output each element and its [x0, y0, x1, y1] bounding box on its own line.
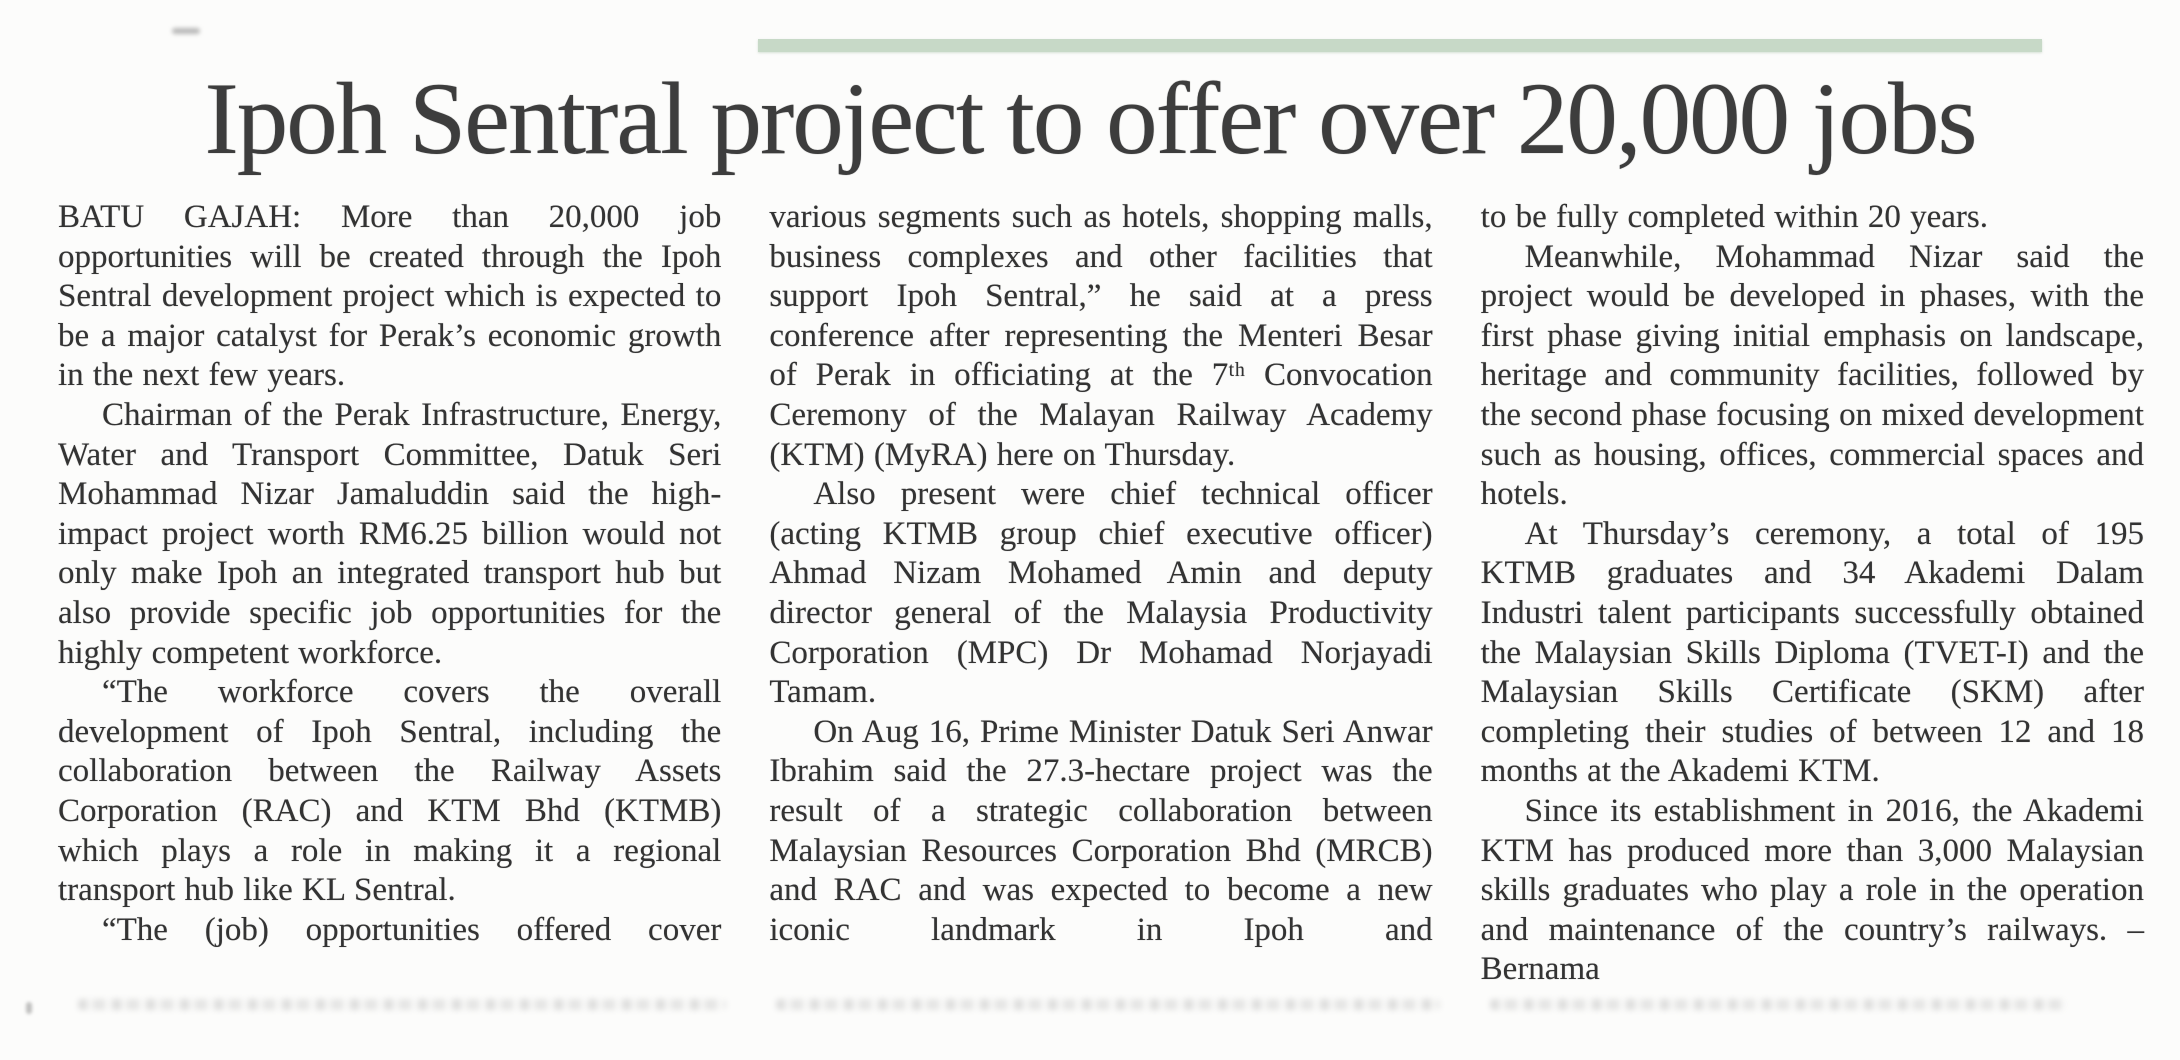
article-paragraph: Also present were chief technical officer (acting KTMB group chief executive officer) Ahmad Nizam Mohamed Amin and deputy director general of the Malaysia Productivity Corporation (MPC) Dr Mohamad Norjayadi Tamam.: [769, 476, 1433, 711]
article-paragraph: Since its establishment in 2016, the Akademi KTM has produced more than 3,000 Malaysian skills graduates who play a role in the operation and maintenance of the country’s railways. –Bernama: [1480, 792, 2144, 988]
accent-bar: [758, 39, 2042, 52]
scan-artifact: [26, 1002, 32, 1014]
article-paragraph: BATU GAJAH: More than 20,000 job opportunities will be created through the Ipoh Sentral development project which is expected to be a major catalyst for Perak’s economic growth in the next few years.: [58, 199, 722, 394]
article-body: [58, 198, 2144, 990]
article-column-1: [58, 198, 721, 990]
article-paragraph: to be fully completed within 20 years.: [1480, 199, 1988, 235]
article-column-2: [769, 198, 1432, 990]
article-paragraph: Meanwhile, Mohammad Nizar said the project would be developed in phases, with the first phase giving initial emphasis on landscape, heritage and community facilities, followed by the second phase focusing on mixed development such as housing, offices, commercial spaces and hotels.: [1480, 238, 2144, 513]
scan-artifact: [172, 28, 200, 34]
article-paragraph: Chairman of the Perak Infrastructure, Energy, Water and Transport Committee, Datuk Seri Mohammad Nizar Jamaluddin said the high-impact project worth RM6.25 billion would not only make Ipoh an integrated transport hub but also provide specific job opportunities for the highly competent workforce.: [58, 396, 722, 671]
article-paragraph: At Thursday’s ceremony, a total of 195 KTMB graduates and 34 Akademi Dalam Industri talent participants successfully obtained the Malaysian Skills Diploma (TVET-I) and the Malaysian Skills Certificate (SKM) after completing their studies of between 12 and 18 months at the Akademi KTM.: [1480, 515, 2144, 790]
article-headline: Ipoh Sentral project to offer over 20,000 jobs: [204, 62, 1976, 176]
article-paragraph: On Aug 16, Prime Minister Datuk Seri Anwar Ibrahim said the 27.3-hectare project was the result of a strategic collaboration between Malaysian Resources Corporation Bhd (MRCB) and RAC and was expected to become a new iconic landmark in Ipoh and: [769, 713, 1433, 948]
article-column-3: [1481, 198, 2144, 990]
scan-artifact: [78, 999, 726, 1010]
article-paragraph: various segments such as hotels, shopping malls, business complexes and other facilities that support Ipoh Sentral,” he said at a press conference after representing the Menteri Besar of Perak in officiating at the 7ᵗʰ Convocation Ceremony of the Malayan Railway Academy (KTM) (MyRA) here on Thursday.: [769, 199, 1433, 473]
article-paragraph: “The (job) opportunities offered cover: [102, 911, 722, 948]
article-paragraph: “The workforce covers the overall development of Ipoh Sentral, including the collaboration between the Railway Assets Corporation (RAC) and KTM Bhd (KTMB) which plays a role in making it a regional transport hub like KL Sentral.: [58, 674, 722, 909]
scan-artifact: [776, 999, 1440, 1010]
scan-artifact: [1490, 999, 2066, 1010]
